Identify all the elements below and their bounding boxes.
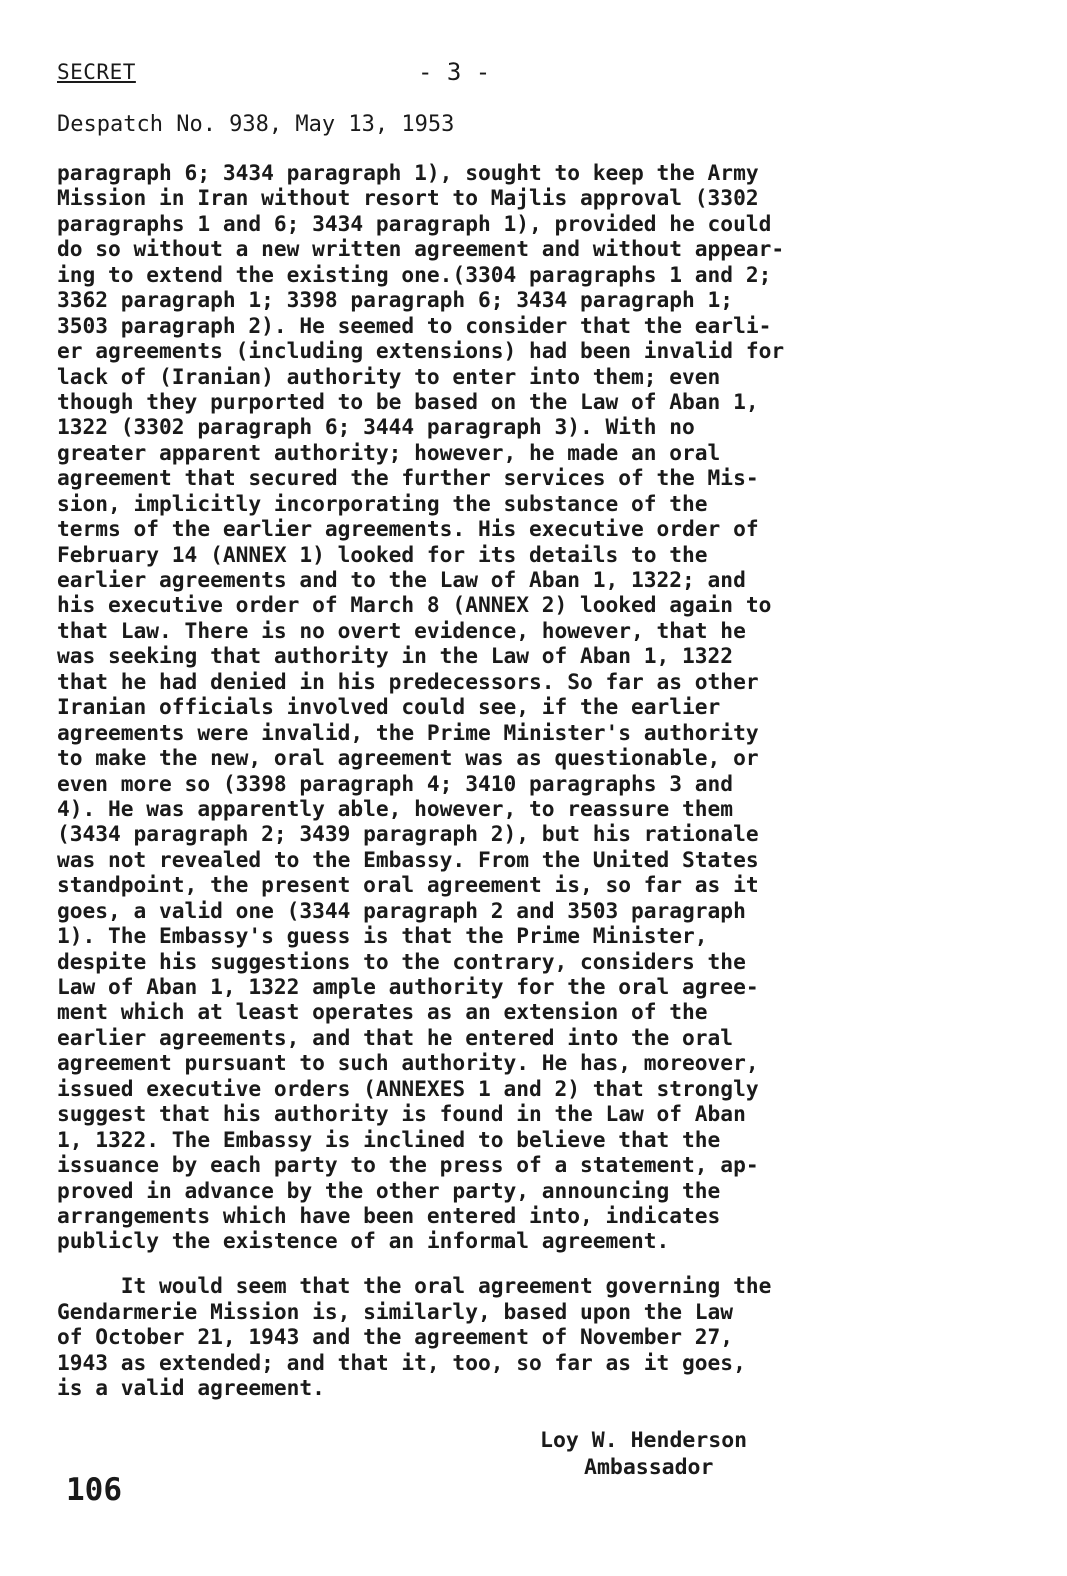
text-line: is a valid agreement. (57, 1375, 325, 1400)
body-paragraph-2 (57, 1273, 957, 1401)
text-line: 4). He was apparently able, however, to reassure them (57, 795, 734, 821)
text-line: Gendarmerie Mission is, similarly, based upon the Law (57, 1298, 734, 1324)
text-line: issued executive orders (ANNEXES 1 and 2) that strongly (57, 1075, 759, 1101)
text-line: 1943 as extended; and that it, too, so far as it goes, (57, 1349, 746, 1375)
signer-name: Loy W. Henderson (540, 1428, 748, 1453)
text-line: was seeking that authority in the Law of Aban 1, 1322 (57, 643, 734, 669)
text-line: suggest that his authority is found in the Law of Aban (57, 1101, 746, 1127)
text-line: even more so (3398 paragraph 4; 3410 paragraphs 3 and (57, 770, 734, 796)
text-line: earlier agreements, and that he entered into the oral (57, 1024, 734, 1050)
text-line: standpoint, the present oral agreement is, so far as it (57, 872, 759, 898)
text-line: goes, a valid one (3344 paragraph 2 and 3503 paragraph (57, 897, 746, 923)
text-line: despite his suggestions to the contrary, considers the (57, 948, 746, 974)
text-line: of October 21, 1943 and the agreement of November 27, (57, 1324, 734, 1349)
text-line: do so without a new written agreement and without appear- (57, 236, 785, 262)
footer-page-number: 106 (66, 1472, 122, 1508)
body-paragraph-1 (57, 160, 957, 1254)
text-line: proved in advance by the other party, announcing the (57, 1177, 721, 1203)
text-line: agreements were invalid, the Prime Minister's authority (57, 719, 759, 745)
signature-block (540, 1427, 747, 1481)
text-line: agreement that secured the further services of the Mis- (57, 465, 759, 491)
text-line: to make the new, oral agreement was as questionable, or (57, 745, 759, 771)
text-line: publicly the existence of an informal agreement. (57, 1228, 670, 1254)
text-line: sion, implicitly incorporating the substance of the (57, 490, 708, 516)
text-line: was not revealed to the Embassy. From the United States (57, 846, 759, 872)
text-line: paragraph 6; 3434 paragraph 1), sought to keep the Army (57, 160, 759, 185)
text-line: 3362 paragraph 1; 3398 paragraph 6; 3434 paragraph 1; (57, 287, 734, 313)
signer-title: Ambassador (584, 1455, 714, 1480)
text-line: (3434 paragraph 2; 3439 paragraph 2), but his rationale (57, 821, 759, 847)
text-line: Mission in Iran without resort to Majlis approval (3302 (57, 185, 759, 211)
text-line: 1). The Embassy's guess is that the Prime Minister, (57, 923, 708, 949)
text-line: paragraphs 1 and 6; 3434 paragraph 1), provided he could (57, 210, 772, 236)
classification-marking: SECRET (57, 60, 136, 84)
text-line: that he had denied in his predecessors. So far as other (57, 668, 759, 694)
despatch-reference: Despatch No. 938, May 13, 1953 (57, 112, 455, 137)
text-line: February 14 (ANNEX 1) looked for its details to the (57, 541, 708, 567)
text-line: lack of (Iranian) authority to enter into them; even (57, 363, 721, 389)
text-line: issuance by each party to the press of a statement, ap- (57, 1152, 759, 1178)
text-line: that Law. There is no overt evidence, however, that he (57, 617, 746, 643)
text-line: 3503 paragraph 2). He seemed to consider that the earli- (57, 312, 772, 338)
text-line: Law of Aban 1, 1322 ample authority for the oral agree- (57, 974, 759, 999)
text-line: though they purported to be based on the Law of Aban 1, (57, 388, 759, 414)
text-line: his executive order of March 8 (ANNEX 2) looked again to (57, 592, 772, 618)
text-line: terms of the earlier agreements. His executive order of (57, 516, 759, 542)
text-line: ment which at least operates as an extension of the (57, 999, 708, 1025)
text-line: arrangements which have been entered into, indicates (57, 1202, 721, 1228)
text-line: greater apparent authority; however, he made an oral (57, 439, 721, 465)
text-line: agreement pursuant to such authority. He has, moreover, (57, 1050, 759, 1076)
text-line: 1322 (3302 paragraph 6; 3444 paragraph 3). With no (57, 414, 695, 440)
text-line: ing to extend the existing one.(3304 paragraphs 1 and 2; (57, 261, 772, 287)
text-line: earlier agreements and to the Law of Aban 1, 1322; and (57, 567, 746, 592)
text-line: It would seem that the oral agreement governing the (57, 1273, 772, 1298)
text-line: er agreements (including extensions) had been invalid for (57, 338, 785, 364)
text-line: Iranian officials involved could see, if the earlier (57, 694, 721, 720)
text-line: 1, 1322. The Embassy is inclined to believe that the (57, 1126, 721, 1152)
page-number-header: - 3 - (418, 58, 491, 86)
